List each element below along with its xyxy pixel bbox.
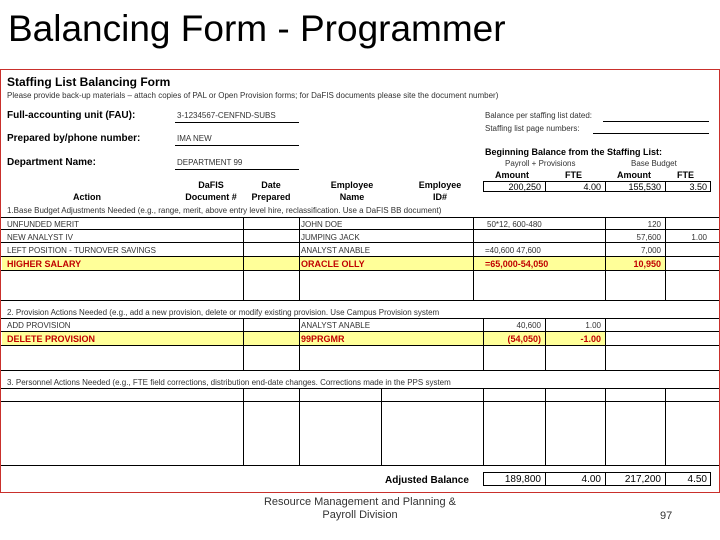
begin-base-fte: 3.50 [689, 182, 707, 192]
section-2-title: 2. Provision Actions Needed (e.g., add a new provision, delete or modify existing provision. Use Campus Provision system [7, 308, 440, 317]
begin-base-amount: 155,530 [628, 182, 661, 192]
footer-line-2: Payroll Division [322, 509, 398, 521]
form-instructions: Please provide back-up materials – attach copies of PAL or Open Provision forms; for DaFIS documents please site the document number) [7, 91, 499, 100]
col-dafis-line2: Document # [185, 192, 237, 202]
adjusted-base-amount: 217,200 [624, 474, 661, 485]
payroll-fte-header: FTE [565, 170, 582, 180]
row-left-position-payroll: =40,600 47,600 [485, 246, 541, 255]
row-left-position-action: LEFT POSITION - TURNOVER SAVINGS [7, 246, 156, 255]
row-higher-salary-payroll: =65,000-54,050 [485, 259, 549, 269]
row-unfunded-merit-name: JOHN DOE [301, 220, 343, 229]
row-delete-provision-payroll-fte: -1.00 [580, 334, 601, 344]
form-title: Staffing List Balancing Form [7, 75, 171, 89]
adjusted-payroll-amount: 189,800 [504, 474, 541, 485]
payroll-provisions-label: Payroll + Provisions [505, 159, 576, 168]
begin-payroll-amount: 200,250 [508, 182, 541, 192]
col-action: Action [73, 192, 101, 202]
row-new-analyst-name: JUMPING JACK [301, 233, 360, 242]
col-id-line2: ID# [432, 192, 447, 202]
row-delete-provision-name: 99PRGMR [301, 334, 345, 344]
row-new-analyst-base-fte: 1.00 [691, 233, 707, 242]
dept-underline [175, 169, 299, 170]
slide-title: Balancing Form - Programmer [8, 8, 506, 49]
section-1-title: 1.Base Budget Adjustments Needed (e.g., range, merit, above entry level hire, reclassification. Use a DaFIS BB document) [7, 206, 442, 215]
row-higher-salary-name: ORACLE OLLY [301, 259, 365, 269]
adjusted-base-fte: 4.50 [687, 474, 707, 485]
slide-footer [250, 496, 470, 522]
dept-value: DEPARTMENT 99 [177, 158, 243, 167]
row-add-provision-action: ADD PROVISION [7, 321, 71, 330]
adjusted-payroll-fte: 4.00 [581, 474, 601, 485]
balancing-form [0, 69, 720, 493]
prepared-underline [175, 145, 299, 146]
col-emp-line1: Employee [330, 180, 374, 190]
row-higher-salary-base-amount: 10,950 [633, 259, 661, 269]
fau-underline [175, 122, 299, 123]
page-numbers-underline [593, 133, 709, 134]
begin-payroll-fte: 4.00 [583, 182, 601, 192]
row-left-position-name: ANALYST ANABLE [301, 246, 371, 255]
page-number: 97 [660, 510, 673, 522]
page-numbers-label: Staffing list page numbers: [485, 124, 580, 133]
prepared-value: IMA NEW [177, 134, 212, 143]
fau-label: Full-accounting unit (FAU): [7, 110, 136, 121]
col-date-line2: Prepared [251, 192, 291, 202]
footer-line-1: Resource Management and Planning & [263, 496, 456, 508]
balance-dated-underline [603, 121, 709, 122]
col-date-line1: Date [261, 180, 281, 190]
row-unfunded-merit-payroll: 50*12, 600-480 [487, 220, 542, 229]
adjusted-balance-label: Adjusted Balance [385, 475, 469, 486]
base-budget-label: Base Budget [631, 159, 677, 168]
row-add-provision-payroll-amount: 40,600 [516, 321, 541, 330]
row-new-analyst-base-amount: 57,600 [636, 233, 661, 242]
row-higher-salary-action: HIGHER SALARY [7, 259, 82, 269]
dept-label: Department Name: [7, 157, 96, 168]
col-emp-line2: Name [339, 192, 365, 202]
balance-dated-label: Balance per staffing list dated: [485, 111, 593, 120]
payroll-amount-header: Amount [495, 170, 529, 180]
prepared-label: Prepared by/phone number: [7, 133, 141, 144]
row-unfunded-merit-action: UNFUNDED MERIT [7, 220, 79, 229]
row-new-analyst-action: NEW ANALYST IV [7, 233, 73, 242]
base-fte-header: FTE [677, 170, 694, 180]
section-3-title: 3. Personnel Actions Needed (e.g., FTE field corrections, distribution end-date changes. Corrections made in the PPS system [7, 378, 451, 387]
row-delete-provision-payroll-amount: (54,050) [507, 334, 541, 344]
row-unfunded-merit-base-amount: 120 [647, 220, 661, 229]
col-dafis-line1: DaFIS [198, 180, 224, 190]
row-delete-provision-action: DELETE PROVISION [7, 334, 96, 344]
beginning-balance-title: Beginning Balance from the Staffing List: [485, 147, 663, 157]
base-amount-header: Amount [617, 170, 651, 180]
row-add-provision-payroll-fte: 1.00 [585, 321, 601, 330]
col-id-line1: Employee [418, 180, 462, 190]
row-add-provision-name: ANALYST ANABLE [301, 321, 371, 330]
fau-value: 3-1234567-CENFND-SUBS [177, 111, 276, 120]
row-left-position-base-amount: 7,000 [640, 246, 661, 255]
